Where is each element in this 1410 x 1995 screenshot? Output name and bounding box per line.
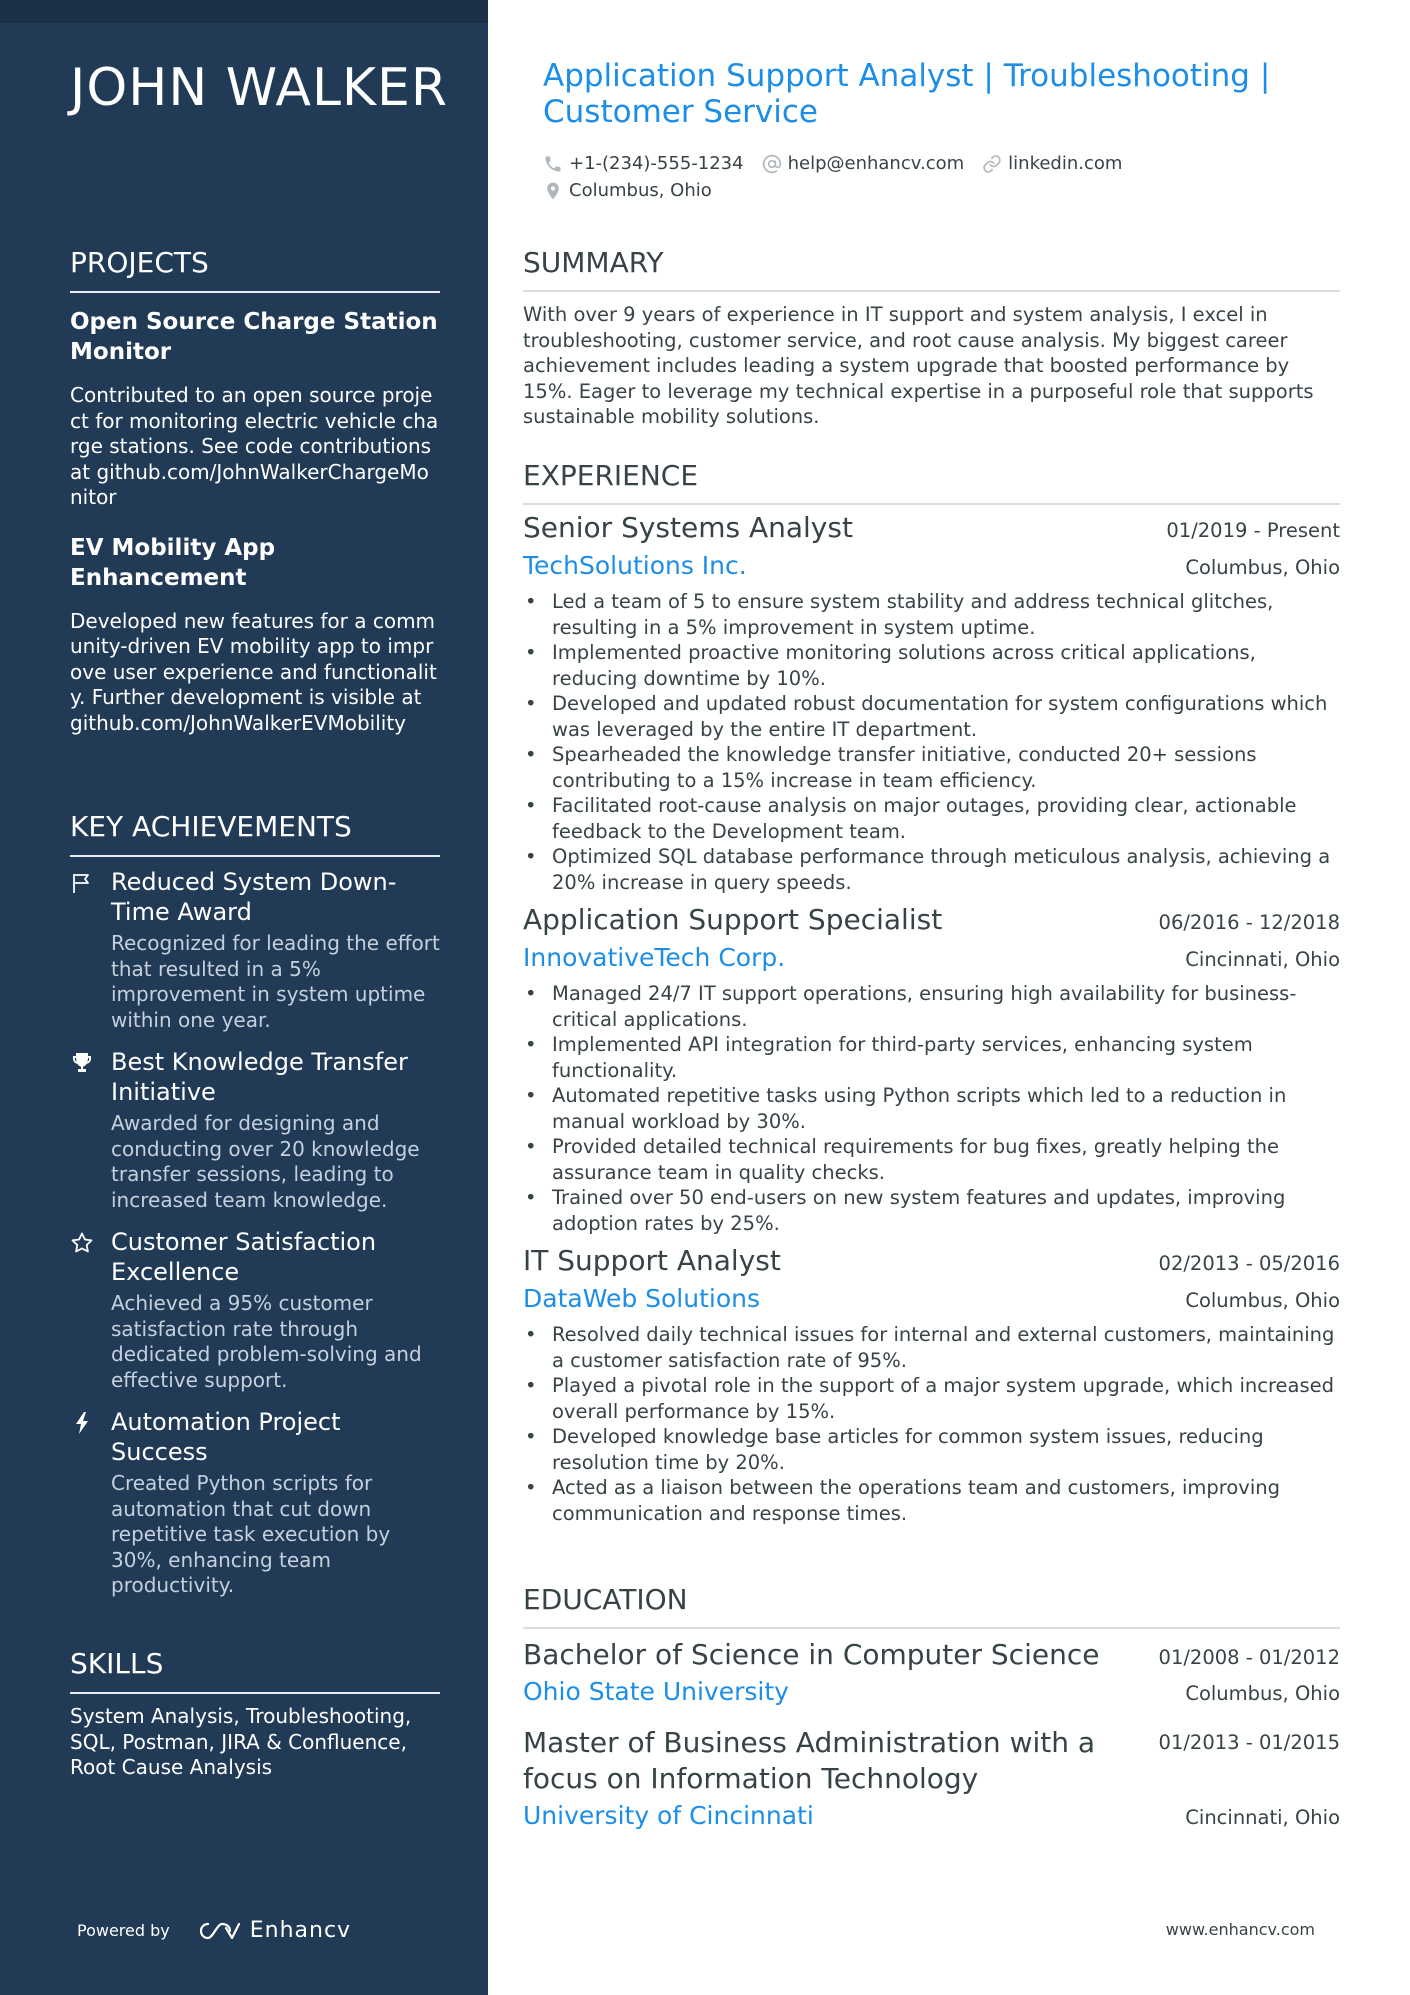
job-bullet: • Optimized SQL database performance through meticulous analysis, achieving a 20% increase in query speeds. (523, 844, 1340, 895)
job-company[interactable]: TechSolutions Inc. (523, 551, 747, 580)
achievement-description: Created Python scripts for automation that cut down repetitive task execution by 30%, enhancing team productivity. (111, 1471, 391, 1597)
education-dates: 01/2008 - 01/2012 (1158, 1646, 1340, 1669)
link-icon (982, 154, 1002, 174)
achievement-title: Customer Satisfaction Excellence (111, 1228, 377, 1286)
experience-heading: EXPERIENCE (523, 459, 1340, 505)
job-bullets (523, 589, 1340, 895)
achievement-item (70, 1047, 440, 1213)
achievement-title: Automation Project Success (111, 1408, 341, 1466)
job-bullet: • Provided detailed technical requirements for bug fixes, greatly helping the assurance team in quality checks. (523, 1134, 1340, 1185)
job-title: IT Support Analyst (523, 1244, 781, 1277)
education-dates: 01/2013 - 01/2015 (1158, 1731, 1340, 1754)
job-location: Cincinnati, Ohio (1185, 948, 1340, 971)
summary-section (523, 246, 1340, 430)
achievement-title: Best Knowledge Transfer Initiative (111, 1048, 408, 1106)
education-entry (523, 1637, 1340, 1711)
achievements-heading: KEY ACHIEVEMENTS (70, 810, 440, 857)
job-entry (523, 509, 1340, 895)
project-item (70, 533, 440, 737)
flag-icon (70, 871, 94, 895)
candidate-name: JOHN WALKER (70, 58, 448, 118)
enhancv-logo-icon (198, 1919, 242, 1943)
achievement-description: Awarded for designing and conducting over 20 knowledge transfer sessions, leading to increased team knowledge. (111, 1111, 420, 1212)
school-location: Columbus, Ohio (1185, 1682, 1340, 1705)
school-location: Cincinnati, Ohio (1185, 1806, 1340, 1829)
job-bullet: • Developed and updated robust documentation for system configurations which was leveraged by the entire IT department. (523, 691, 1340, 742)
job-entry (523, 1242, 1340, 1526)
education-section (523, 1583, 1340, 1849)
job-title: Application Support Specialist (523, 903, 943, 936)
phone-icon (543, 154, 563, 174)
job-bullet: • Implemented API integration for third-party services, enhancing system functionality. (523, 1032, 1340, 1083)
job-bullet: • Trained over 50 end-users on new system features and updates, improving adoption rates by 25%. (523, 1185, 1340, 1236)
summary-text: With over 9 years of experience in IT support and system analysis, I excel in troubleshooting, customer service, and root cause analysis. My biggest career achievement includes leading a system upgrade that boosted performance by 15%. Eager to leverage my technical expertise in a purposeful role that supports sustainable mobility solutions. (523, 303, 1314, 428)
achievement-item (70, 867, 440, 1033)
contact-email[interactable] (762, 153, 965, 174)
achievement-description: Recognized for leading the effort that resulted in a 5% improvement in system uptime within one year. (111, 931, 440, 1032)
powered-by-label: Powered by (77, 1921, 170, 1940)
skills-heading: SKILLS (70, 1647, 440, 1694)
footer-url[interactable]: www.enhancv.com (1165, 1920, 1315, 1939)
location-text: Columbus, Ohio (569, 180, 712, 201)
contact-phone[interactable] (543, 153, 744, 174)
education-heading: EDUCATION (523, 1583, 1340, 1629)
headline: Application Support Analyst | Troubleshooting | Customer Service (543, 58, 1271, 130)
skills-list: System Analysis, Troubleshooting, SQL, Postman, JIRA & Confluence, Root Cause Analysis (70, 1704, 412, 1779)
job-bullet: • Implemented proactive monitoring solutions across critical applications, reducing downtime by 10%. (523, 640, 1340, 691)
job-bullet: • Facilitated root-cause analysis on major outages, providing clear, actionable feedback to the Development team. (523, 793, 1340, 844)
job-bullet: • Led a team of 5 to ensure system stability and address technical glitches, resulting in a 5% improvement in system uptime. (523, 589, 1340, 640)
job-bullet: • Acted as a liaison between the operations team and customers, improving communication and response times. (523, 1475, 1340, 1526)
job-bullet: • Developed knowledge base articles for common system issues, reducing resolution time by 20%. (523, 1424, 1340, 1475)
project-item (70, 307, 440, 511)
school-name[interactable]: University of Cincinnati (523, 1801, 814, 1830)
degree-title: Master of Business Administration with a focus on Information Technology (523, 1726, 1096, 1795)
sidebar-top-strip (0, 0, 488, 23)
job-bullet: • Spearheaded the knowledge transfer initiative, conducted 20+ sessions contributing to a 15% increase in team efficiency. (523, 742, 1340, 793)
job-company[interactable]: DataWeb Solutions (523, 1284, 761, 1313)
email-text: help@enhancv.com (787, 153, 965, 174)
projects-section (70, 246, 440, 758)
contact-linkedin[interactable] (982, 153, 1122, 174)
summary-heading: SUMMARY (523, 246, 1340, 292)
job-bullet: • Managed 24/7 IT support operations, ensuring high availability for business-critical applications. (523, 981, 1340, 1032)
job-location: Columbus, Ohio (1185, 556, 1340, 579)
job-dates: 01/2019 - Present (1166, 519, 1340, 542)
experience-section (523, 459, 1340, 1532)
job-title: Senior Systems Analyst (523, 511, 853, 544)
contact-location (543, 180, 712, 201)
job-bullet: • Played a pivotal role in the support of a major system upgrade, which increased overall performance by 15%. (523, 1373, 1340, 1424)
job-dates: 02/2013 - 05/2016 (1158, 1252, 1340, 1275)
phone-text: +1-(234)-555-1234 (569, 153, 744, 174)
job-bullet: • Resolved daily technical issues for internal and external customers, maintaining a customer satisfaction rate of 95%. (523, 1322, 1340, 1373)
contact-info (543, 150, 1343, 204)
job-bullets (523, 981, 1340, 1236)
job-location: Columbus, Ohio (1185, 1289, 1340, 1312)
project-description: Developed new features for a community-driven EV mobility app to improve user experience and functionality. Further development is visible at github.com/JohnWalkerEVMobility (70, 608, 437, 735)
trophy-icon (70, 1051, 94, 1075)
star-icon (70, 1231, 94, 1255)
powered-by-brand: Enhancv (249, 1918, 352, 1943)
achievement-item (70, 1407, 440, 1599)
lightning-icon (70, 1411, 94, 1435)
degree-title: Bachelor of Science in Computer Science (523, 1638, 1100, 1671)
powered-by (77, 1918, 351, 1943)
projects-heading: PROJECTS (70, 246, 440, 293)
school-name[interactable]: Ohio State University (523, 1677, 789, 1706)
education-entry (523, 1725, 1340, 1835)
project-title: EV Mobility App Enhancement (70, 534, 276, 591)
location-pin-icon (543, 181, 563, 201)
job-bullet: • Automated repetitive tasks using Python scripts which led to a reduction in manual workload by 30%. (523, 1083, 1340, 1134)
project-title: Open Source Charge Station Monitor (70, 309, 438, 365)
job-dates: 06/2016 - 12/2018 (1158, 911, 1340, 934)
achievements-section (70, 810, 440, 1613)
achievement-title: Reduced System Down-Time Award (111, 868, 397, 926)
linkedin-text: linkedin.com (1008, 153, 1123, 174)
achievement-description: Achieved a 95% customer satisfaction rate through dedicated problem-solving and effective support. (111, 1291, 422, 1392)
job-entry (523, 901, 1340, 1236)
project-description: Contributed to an open source project for monitoring electric vehicle charge stations. See code contributions at github.com/JohnWalkerChargeMonitor (70, 383, 439, 509)
sidebar (0, 0, 488, 1995)
job-company[interactable]: InnovativeTech Corp. (523, 943, 786, 972)
job-bullets (523, 1322, 1340, 1526)
skills-section (70, 1647, 440, 1781)
achievement-item (70, 1227, 440, 1393)
at-icon (762, 154, 782, 174)
